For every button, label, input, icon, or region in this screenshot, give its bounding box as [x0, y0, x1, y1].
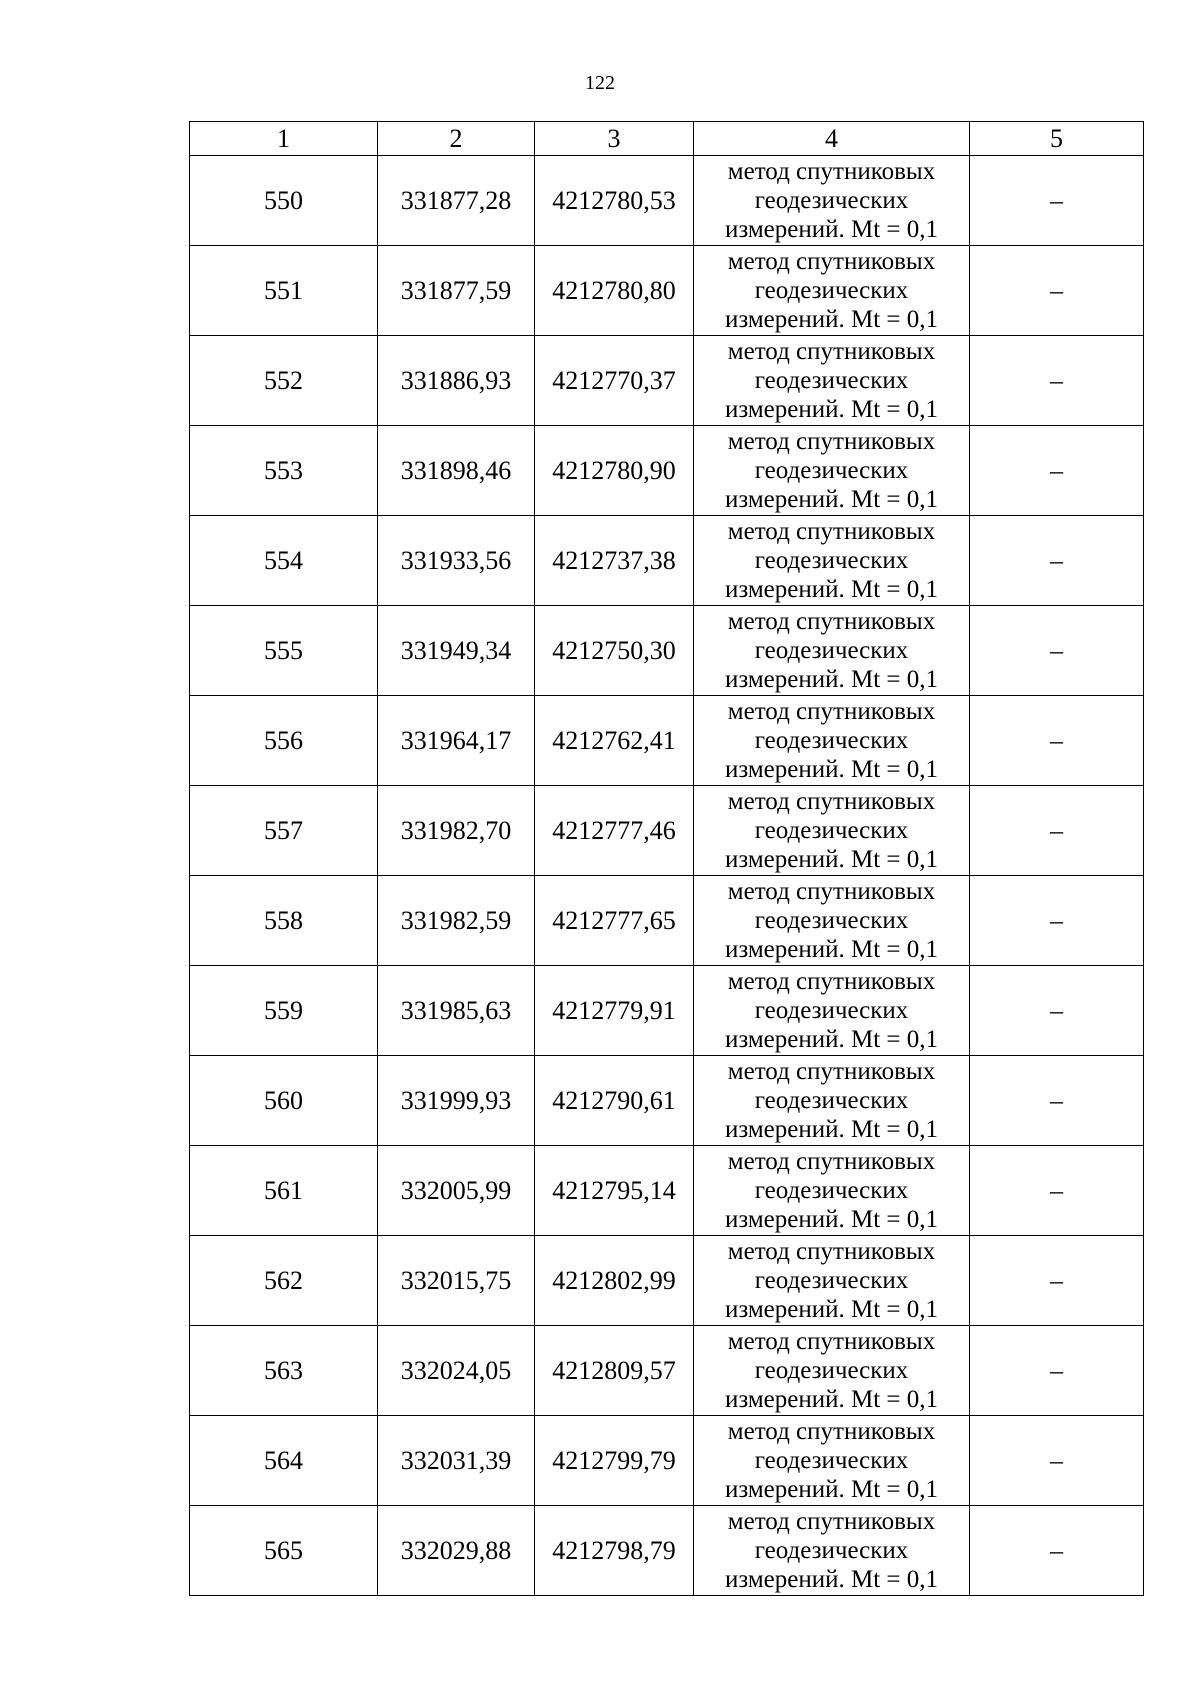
- table-row: [190, 966, 1144, 1056]
- x-coordinate-cell: 331877,59: [378, 246, 535, 336]
- method-line: измерений. Mt = 0,1: [724, 306, 939, 333]
- column-header: 2: [378, 122, 535, 156]
- method-cell: [694, 696, 970, 786]
- x-coordinate-cell: 331982,70: [378, 786, 535, 876]
- method-line: метод спутниковых: [727, 248, 936, 275]
- method-line: метод спутниковых: [727, 878, 936, 905]
- method-line: измерений. Mt = 0,1: [724, 936, 939, 963]
- point-number-cell: 560: [190, 1056, 378, 1146]
- point-number-cell: 565: [190, 1506, 378, 1596]
- method-cell: [694, 1146, 970, 1236]
- point-number-cell: 557: [190, 786, 378, 876]
- y-coordinate-cell: 4212770,37: [535, 336, 694, 426]
- note-cell: –: [970, 786, 1144, 876]
- note-cell: –: [970, 966, 1144, 1056]
- method-line: метод спутниковых: [727, 1328, 936, 1355]
- note-cell: –: [970, 246, 1144, 336]
- y-coordinate-cell: 4212809,57: [535, 1326, 694, 1416]
- table-row: [190, 246, 1144, 336]
- point-number-cell: 564: [190, 1416, 378, 1506]
- table-row: [190, 1416, 1144, 1506]
- y-coordinate-cell: 4212799,79: [535, 1416, 694, 1506]
- method-line: измерений. Mt = 0,1: [724, 1476, 939, 1503]
- table-row: [190, 1326, 1144, 1416]
- column-header: 3: [535, 122, 694, 156]
- method-cell: [694, 156, 970, 246]
- x-coordinate-cell: 331999,93: [378, 1056, 535, 1146]
- y-coordinate-cell: 4212777,46: [535, 786, 694, 876]
- column-header: 1: [190, 122, 378, 156]
- method-line: измерений. Mt = 0,1: [724, 756, 939, 783]
- method-line: метод спутниковых: [727, 338, 936, 365]
- x-coordinate-cell: 332031,39: [378, 1416, 535, 1506]
- note-cell: –: [970, 516, 1144, 606]
- point-number-cell: 559: [190, 966, 378, 1056]
- method-line: метод спутниковых: [727, 968, 936, 995]
- x-coordinate-cell: 331886,93: [378, 336, 535, 426]
- point-number-cell: 553: [190, 426, 378, 516]
- column-header: 4: [694, 122, 970, 156]
- method-cell: [694, 516, 970, 606]
- note-cell: –: [970, 1326, 1144, 1416]
- x-coordinate-cell: 331933,56: [378, 516, 535, 606]
- method-cell: [694, 1056, 970, 1146]
- y-coordinate-cell: 4212780,90: [535, 426, 694, 516]
- method-line: измерений. Mt = 0,1: [724, 1296, 939, 1323]
- method-line: метод спутниковых: [727, 428, 936, 455]
- method-line: метод спутниковых: [727, 518, 936, 545]
- x-coordinate-cell: 332005,99: [378, 1146, 535, 1236]
- method-cell: [694, 786, 970, 876]
- note-cell: –: [970, 1506, 1144, 1596]
- method-line: измерений. Mt = 0,1: [724, 576, 939, 603]
- method-line: геодезических: [754, 547, 909, 574]
- point-number-cell: 554: [190, 516, 378, 606]
- y-coordinate-cell: 4212762,41: [535, 696, 694, 786]
- method-line: геодезических: [754, 1357, 909, 1384]
- method-line: измерений. Mt = 0,1: [724, 486, 939, 513]
- point-number-cell: 558: [190, 876, 378, 966]
- coordinates-table: [189, 121, 1144, 1596]
- table-row: [190, 876, 1144, 966]
- table-row: [190, 516, 1144, 606]
- method-line: измерений. Mt = 0,1: [724, 846, 939, 873]
- table-row: [190, 1146, 1144, 1236]
- method-line: измерений. Mt = 0,1: [724, 216, 939, 243]
- point-number-cell: 552: [190, 336, 378, 426]
- y-coordinate-cell: 4212798,79: [535, 1506, 694, 1596]
- x-coordinate-cell: 331877,28: [378, 156, 535, 246]
- note-cell: –: [970, 1056, 1144, 1146]
- method-line: метод спутниковых: [727, 608, 936, 635]
- note-cell: –: [970, 426, 1144, 516]
- x-coordinate-cell: 332024,05: [378, 1326, 535, 1416]
- x-coordinate-cell: 331982,59: [378, 876, 535, 966]
- method-cell: [694, 1416, 970, 1506]
- method-cell: [694, 606, 970, 696]
- method-line: геодезических: [754, 277, 909, 304]
- method-line: измерений. Mt = 0,1: [724, 1026, 939, 1053]
- table-row: [190, 426, 1144, 516]
- method-line: измерений. Mt = 0,1: [724, 396, 939, 423]
- method-line: измерений. Mt = 0,1: [724, 1566, 939, 1593]
- method-line: геодезических: [754, 1087, 909, 1114]
- method-line: геодезических: [754, 997, 909, 1024]
- method-line: измерений. Mt = 0,1: [724, 1386, 939, 1413]
- method-cell: [694, 1506, 970, 1596]
- method-line: геодезических: [754, 907, 909, 934]
- table-row: [190, 336, 1144, 426]
- x-coordinate-cell: 332015,75: [378, 1236, 535, 1326]
- method-line: геодезических: [754, 1537, 909, 1564]
- method-line: метод спутниковых: [727, 1508, 936, 1535]
- note-cell: –: [970, 696, 1144, 786]
- note-cell: –: [970, 1236, 1144, 1326]
- point-number-cell: 563: [190, 1326, 378, 1416]
- method-line: метод спутниковых: [727, 1418, 936, 1445]
- x-coordinate-cell: 331985,63: [378, 966, 535, 1056]
- table-row: [190, 696, 1144, 786]
- method-line: измерений. Mt = 0,1: [724, 1116, 939, 1143]
- method-line: измерений. Mt = 0,1: [724, 666, 939, 693]
- method-cell: [694, 876, 970, 966]
- method-line: метод спутниковых: [727, 698, 936, 725]
- method-line: геодезических: [754, 1177, 909, 1204]
- method-line: метод спутниковых: [727, 1148, 936, 1175]
- method-line: геодезических: [754, 727, 909, 754]
- y-coordinate-cell: 4212777,65: [535, 876, 694, 966]
- method-cell: [694, 426, 970, 516]
- method-cell: [694, 966, 970, 1056]
- x-coordinate-cell: 331949,34: [378, 606, 535, 696]
- method-line: геодезических: [754, 1447, 909, 1474]
- point-number-cell: 555: [190, 606, 378, 696]
- table-row: [190, 1056, 1144, 1146]
- method-cell: [694, 1236, 970, 1326]
- note-cell: –: [970, 336, 1144, 426]
- column-header: 5: [970, 122, 1144, 156]
- table-row: [190, 786, 1144, 876]
- method-line: измерений. Mt = 0,1: [724, 1206, 939, 1233]
- note-cell: –: [970, 156, 1144, 246]
- point-number-cell: 550: [190, 156, 378, 246]
- point-number-cell: 551: [190, 246, 378, 336]
- x-coordinate-cell: 331898,46: [378, 426, 535, 516]
- method-cell: [694, 246, 970, 336]
- point-number-cell: 561: [190, 1146, 378, 1236]
- y-coordinate-cell: 4212737,38: [535, 516, 694, 606]
- x-coordinate-cell: 332029,88: [378, 1506, 535, 1596]
- method-line: геодезических: [754, 637, 909, 664]
- y-coordinate-cell: 4212780,53: [535, 156, 694, 246]
- point-number-cell: 562: [190, 1236, 378, 1326]
- x-coordinate-cell: 331964,17: [378, 696, 535, 786]
- note-cell: –: [970, 1416, 1144, 1506]
- table-row: [190, 156, 1144, 246]
- method-line: метод спутниковых: [727, 158, 936, 185]
- y-coordinate-cell: 4212795,14: [535, 1146, 694, 1236]
- table-body: [190, 156, 1144, 1596]
- y-coordinate-cell: 4212779,91: [535, 966, 694, 1056]
- note-cell: –: [970, 876, 1144, 966]
- note-cell: –: [970, 1146, 1144, 1236]
- method-line: геодезических: [754, 817, 909, 844]
- method-line: геодезических: [754, 367, 909, 394]
- method-line: метод спутниковых: [727, 1058, 936, 1085]
- y-coordinate-cell: 4212750,30: [535, 606, 694, 696]
- table-row: [190, 1506, 1144, 1596]
- table-row: [190, 1236, 1144, 1326]
- y-coordinate-cell: 4212790,61: [535, 1056, 694, 1146]
- table-row: [190, 606, 1144, 696]
- method-line: геодезических: [754, 457, 909, 484]
- method-line: метод спутниковых: [727, 1238, 936, 1265]
- method-cell: [694, 1326, 970, 1416]
- note-cell: –: [970, 606, 1144, 696]
- method-cell: [694, 336, 970, 426]
- method-line: метод спутниковых: [727, 788, 936, 815]
- page-number: 122: [585, 72, 615, 94]
- point-number-cell: 556: [190, 696, 378, 786]
- method-line: геодезических: [754, 187, 909, 214]
- y-coordinate-cell: 4212780,80: [535, 246, 694, 336]
- method-line: геодезических: [754, 1267, 909, 1294]
- table-header-row: [190, 122, 1144, 156]
- y-coordinate-cell: 4212802,99: [535, 1236, 694, 1326]
